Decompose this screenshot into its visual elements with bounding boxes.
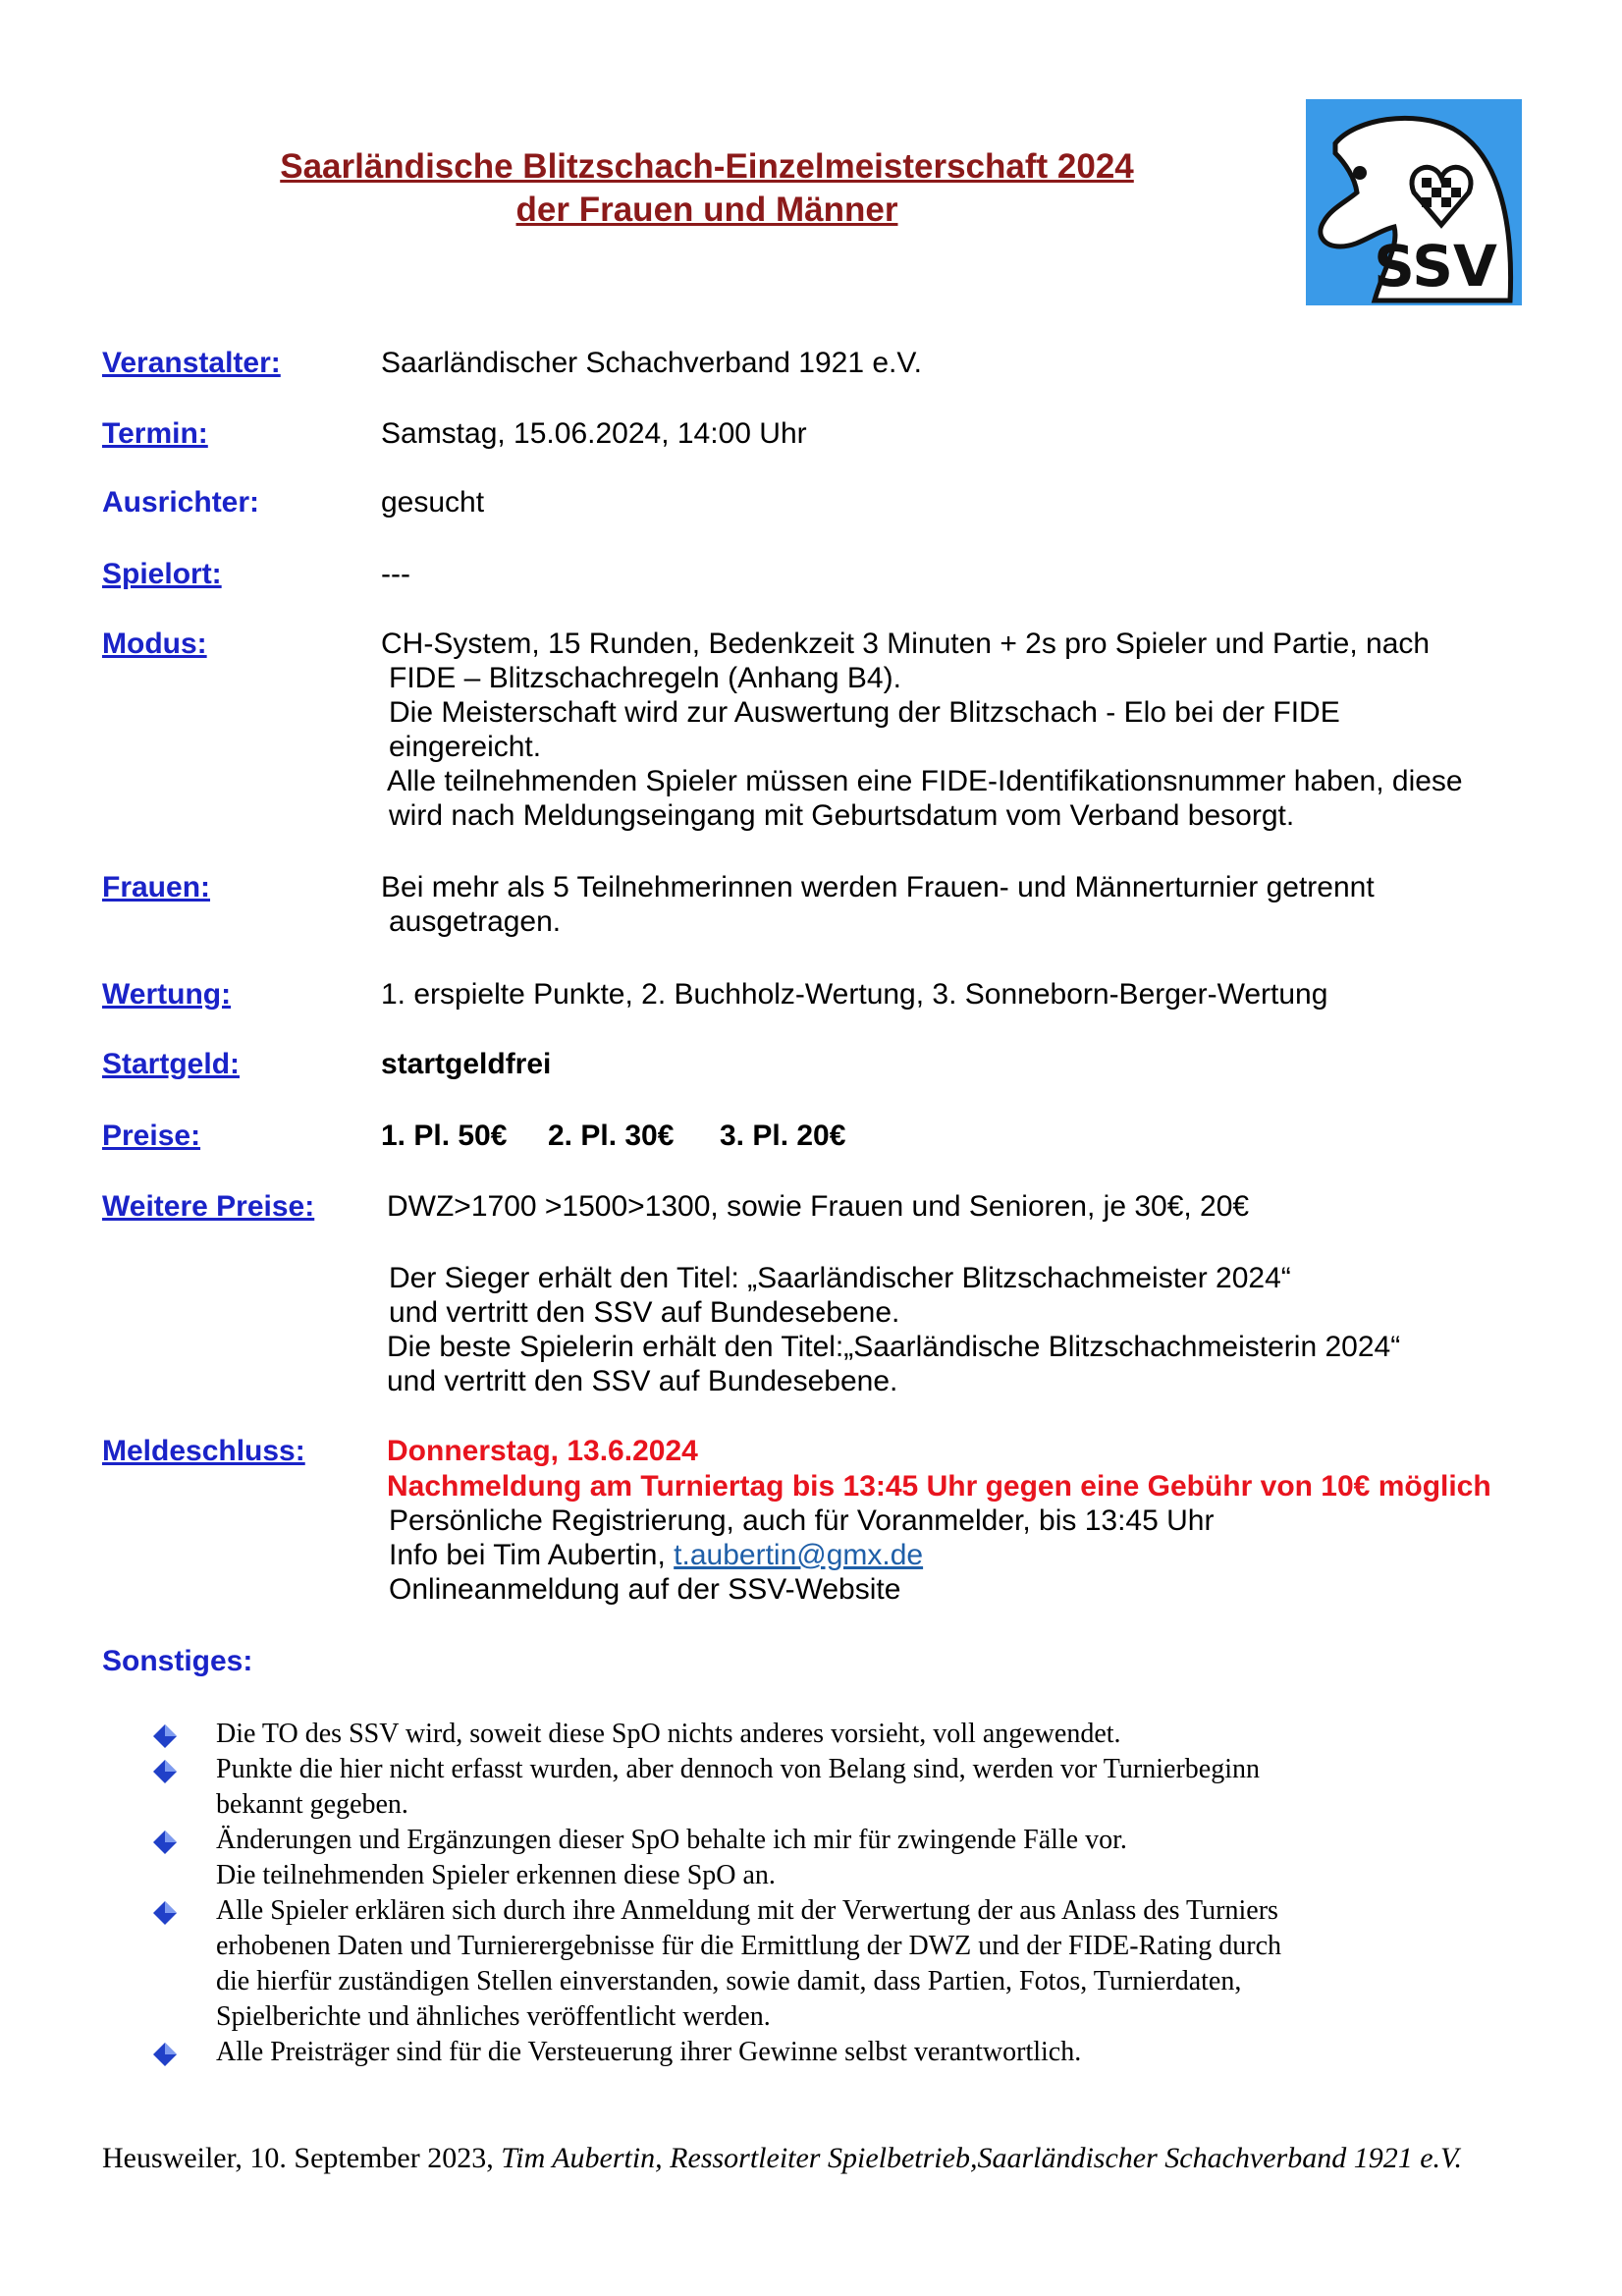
list-item-text: Alle Preisträger sind für die Versteuerung ihrer Gewinne selbst verantwortlich. (216, 2037, 1082, 2067)
preis-third: 3. Pl. 20€ (720, 1120, 846, 1152)
modus-line: FIDE – Blitzschachregeln (Anhang B4). (389, 662, 901, 694)
footer-signature (102, 2142, 1462, 2175)
modus-line: CH-System, 15 Runden, Bedenkzeit 3 Minuten + 2s pro Spieler und Partie, nach (381, 628, 1431, 660)
sieger-line: Der Sieger erhält den Titel: „Saarländischer Blitzschachmeister 2024“ (389, 1262, 1291, 1294)
startgeld-value: startgeldfrei (381, 1048, 552, 1080)
footer-place-date: Heusweiler, 10. September 2023, (102, 2142, 494, 2174)
nachmeldung-note: Nachmeldung am Turniertag bis 13:45 Uhr gegen eine Gebühr von 10€ möglich (387, 1470, 1491, 1503)
ausrichter-label: Ausrichter: (102, 486, 260, 519)
list-item-text: Die TO des SSV wird, soweit diese SpO nichts anderes vorsieht, voll angewendet. (216, 1719, 1121, 1749)
registrierung-note: Persönliche Registrierung, auch für Voranmelder, bis 13:45 Uhr (389, 1504, 1215, 1537)
diamond-bullet-icon (152, 2042, 178, 2067)
preis-second: 2. Pl. 30€ (548, 1120, 675, 1152)
info-prefix: Info bei Tim Aubertin, (389, 1539, 666, 1571)
preis-first: 1. Pl. 50€ (381, 1120, 508, 1152)
spielort-value: --- (381, 558, 410, 590)
sieger-line: und vertritt den SSV auf Bundesebene. (387, 1365, 898, 1397)
diamond-bullet-icon (152, 1900, 178, 1926)
document-subtitle: der Frauen und Männer (515, 191, 898, 229)
sieger-line: und vertritt den SSV auf Bundesebene. (389, 1296, 900, 1329)
diamond-bullet-icon (152, 1830, 178, 1855)
weitere-preise-value: DWZ>1700 >1500>1300, sowie Frauen und Senioren, je 30€, 20€ (387, 1190, 1250, 1223)
termin-label: Termin: (102, 417, 208, 450)
ausrichter-value: gesucht (381, 486, 485, 519)
modus-line: Alle teilnehmenden Spieler müssen eine FIDE-Identifikationsnummer haben, diese (387, 765, 1463, 797)
preise-label: Preise: (102, 1120, 201, 1152)
meldeschluss-label: Meldeschluss: (102, 1435, 305, 1467)
termin-value: Samstag, 15.06.2024, 14:00 Uhr (381, 417, 807, 450)
info-line (389, 1538, 923, 1572)
modus-line: eingereicht. (389, 731, 542, 763)
veranstalter-value: Saarländischer Schachverband 1921 e.V. (381, 347, 922, 379)
frauen-line: ausgetragen. (389, 905, 562, 938)
wertung-value: 1. erspielte Punkte, 2. Buchholz-Wertung, 3. Sonneborn-Berger-Wertung (381, 978, 1328, 1011)
weitere-preise-label: Weitere Preise: (102, 1190, 315, 1223)
email-link[interactable]: t.aubertin@gmx.de (674, 1539, 924, 1571)
modus-label: Modus: (102, 628, 207, 660)
sonstiges-label: Sonstiges: (102, 1645, 253, 1677)
list-item-text: Alle Spieler erklären sich durch ihre Anmeldung mit der Verwertung der aus Anlass des Turniers (216, 1895, 1278, 1926)
modus-line: Die Meisterschaft wird zur Auswertung der Blitzschach - Elo bei der FIDE (389, 696, 1340, 729)
wertung-label: Wertung: (102, 978, 232, 1011)
modus-line: wird nach Meldungseingang mit Geburtsdatum vom Verband besorgt. (389, 799, 1295, 832)
footer-signer: Tim Aubertin, Ressortleiter Spielbetrieb,Saarländischer Schachverband 1921 e.V. (501, 2142, 1462, 2174)
ssv-logo (1306, 99, 1522, 305)
list-item-text: Änderungen und Ergänzungen dieser SpO behalte ich mir für zwingende Fälle vor. (216, 1825, 1127, 1855)
frauen-line: Bei mehr als 5 Teilnehmerinnen werden Frauen- und Männerturnier getrennt (381, 871, 1375, 903)
list-item-text: erhobenen Daten und Turnierergebnisse für die Ermittlung der DWZ und der FIDE-Rating durch (216, 1931, 1281, 1961)
frauen-label: Frauen: (102, 871, 211, 903)
meldeschluss-date: Donnerstag, 13.6.2024 (387, 1435, 698, 1467)
veranstalter-label: Veranstalter: (102, 347, 281, 379)
list-item-text: Punkte die hier nicht erfasst wurden, aber dennoch von Belang sind, werden vor Turnierbeginn (216, 1754, 1260, 1784)
logo-text: SSV (1374, 233, 1497, 300)
spielort-label: Spielort: (102, 558, 222, 590)
sieger-line: Die beste Spielerin erhält den Titel:„Saarländische Blitzschachmeisterin 2024“ (387, 1331, 1401, 1363)
online-registration-note: Onlineanmeldung auf der SSV-Website (389, 1573, 901, 1606)
document-title: Saarländische Blitzschach-Einzelmeisterschaft 2024 (280, 147, 1134, 186)
diamond-bullet-icon (152, 1759, 178, 1784)
startgeld-label: Startgeld: (102, 1048, 241, 1080)
list-item-text: bekannt gegeben. (216, 1789, 408, 1820)
list-item-text: Spielberichte und ähnliches veröffentlicht werden. (216, 2001, 771, 2032)
diamond-bullet-icon (152, 1723, 178, 1749)
list-item-text: Die teilnehmenden Spieler erkennen diese SpO an. (216, 1860, 776, 1890)
list-item-text: die hierfür zuständigen Stellen einverstanden, sowie damit, dass Partien, Fotos, Turnierdaten, (216, 1966, 1242, 1996)
